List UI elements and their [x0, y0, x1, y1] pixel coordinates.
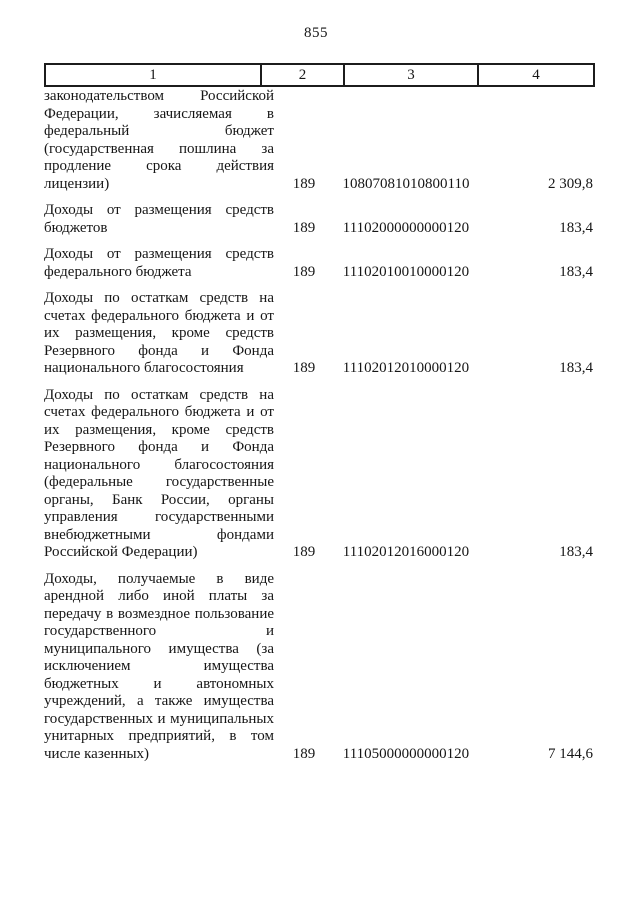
row-name: Доходы от размещения средств федерального бюджета	[44, 246, 274, 280]
row-budget-code: 11102000000000120	[342, 219, 470, 236]
revenue-table	[44, 88, 593, 772]
row-admin-code: 189	[292, 544, 316, 560]
row-name: законодательством Российской Федерации, зачисляемая в федеральный бюджет (государственная пошлина за продление срока действия лицензии)	[44, 88, 274, 192]
row-budget-code: 11105000000000120	[342, 745, 470, 762]
table-row	[44, 246, 593, 290]
row-amount: 183,4	[559, 263, 593, 280]
table-row	[44, 387, 593, 571]
column-header-1: 1	[45, 64, 261, 86]
row-amount: 2 309,8	[548, 175, 593, 192]
table-row	[44, 571, 593, 773]
table-row	[44, 88, 593, 202]
row-name: Доходы по остаткам средств на счетах федерального бюджета и от их размещения, кроме средств Резервного фонда и Фонда национального благосостояния	[44, 290, 274, 376]
column-header-4: 4	[478, 64, 594, 86]
row-amount: 183,4	[559, 544, 593, 560]
row-budget-code: 11102012016000120	[342, 544, 470, 560]
row-budget-code: 10807081010800110	[342, 175, 470, 192]
table-row	[44, 202, 593, 246]
row-admin-code: 189	[292, 263, 316, 280]
row-admin-code: 189	[292, 745, 316, 762]
row-amount: 7 144,6	[548, 745, 593, 762]
column-header-3: 3	[344, 64, 478, 86]
row-admin-code: 189	[292, 219, 316, 236]
row-admin-code: 189	[292, 360, 316, 376]
row-name: Доходы по остаткам средств на счетах федерального бюджета и от их размещения, кроме средств Резервного фонда и Фонда национального благосостояния (федеральные государственные органы, Банк России, органы управления государственными внебюджетными фондами Российской Федерации)	[44, 386, 274, 560]
column-header-2: 2	[261, 64, 344, 86]
row-amount: 183,4	[559, 219, 593, 236]
row-name: Доходы от размещения средств бюджетов	[44, 202, 274, 236]
column-number-header	[44, 63, 595, 87]
table-row	[44, 290, 593, 387]
page-number: 855	[304, 25, 328, 41]
row-budget-code: 11102012010000120	[342, 360, 470, 376]
header-row	[45, 64, 594, 86]
row-budget-code: 11102010010000120	[342, 263, 470, 280]
row-amount: 183,4	[559, 360, 593, 376]
row-name: Доходы, получаемые в виде арендной либо иной платы за передачу в возмездное пользование государственного и муниципального имущества (за исключением имущества бюджетных и автономных учреждений, а также имущества государственных и муниципальных унитарных предприятий, в том числе казенных)	[44, 570, 274, 762]
row-admin-code: 189	[292, 175, 316, 192]
